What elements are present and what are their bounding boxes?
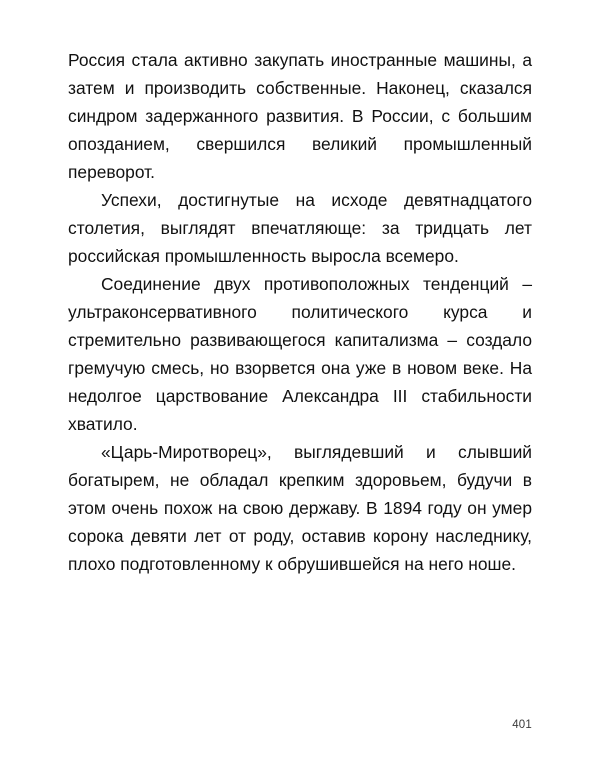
page-number: 401 xyxy=(512,719,532,731)
paragraph: Успехи, достигнутые на исходе девятнадцатого столетия, выглядят впечатляюще: за тридцать лет российская промышленность выросла всемеро. xyxy=(68,190,532,266)
paragraph: Соединение двух противоположных тенденций – ультраконсервативного политического курса и стремительно развивающегося капитализма – создало гремучую смесь, но взорвется она уже в новом веке. На недолгое царствование Александра III стабильности хватило. xyxy=(68,274,532,434)
page-text-block xyxy=(68,46,532,578)
paragraph: Россия стала активно закупать иностранные машины, а затем и производить собственные. Наконец, сказался синдром задержанного развития. В России, с большим опозданием, свершился великий промышленный переворот. xyxy=(68,50,532,182)
paragraph: «Царь-Миротворец», выглядевший и слывший богатырем, не обладал крепким здоровьем, будучи в этом очень похож на свою державу. В 1894 году он умер сорока девяти лет от роду, оставив корону наследнику, плохо подготовленному к обрушившейся на него ноше. xyxy=(68,442,532,574)
